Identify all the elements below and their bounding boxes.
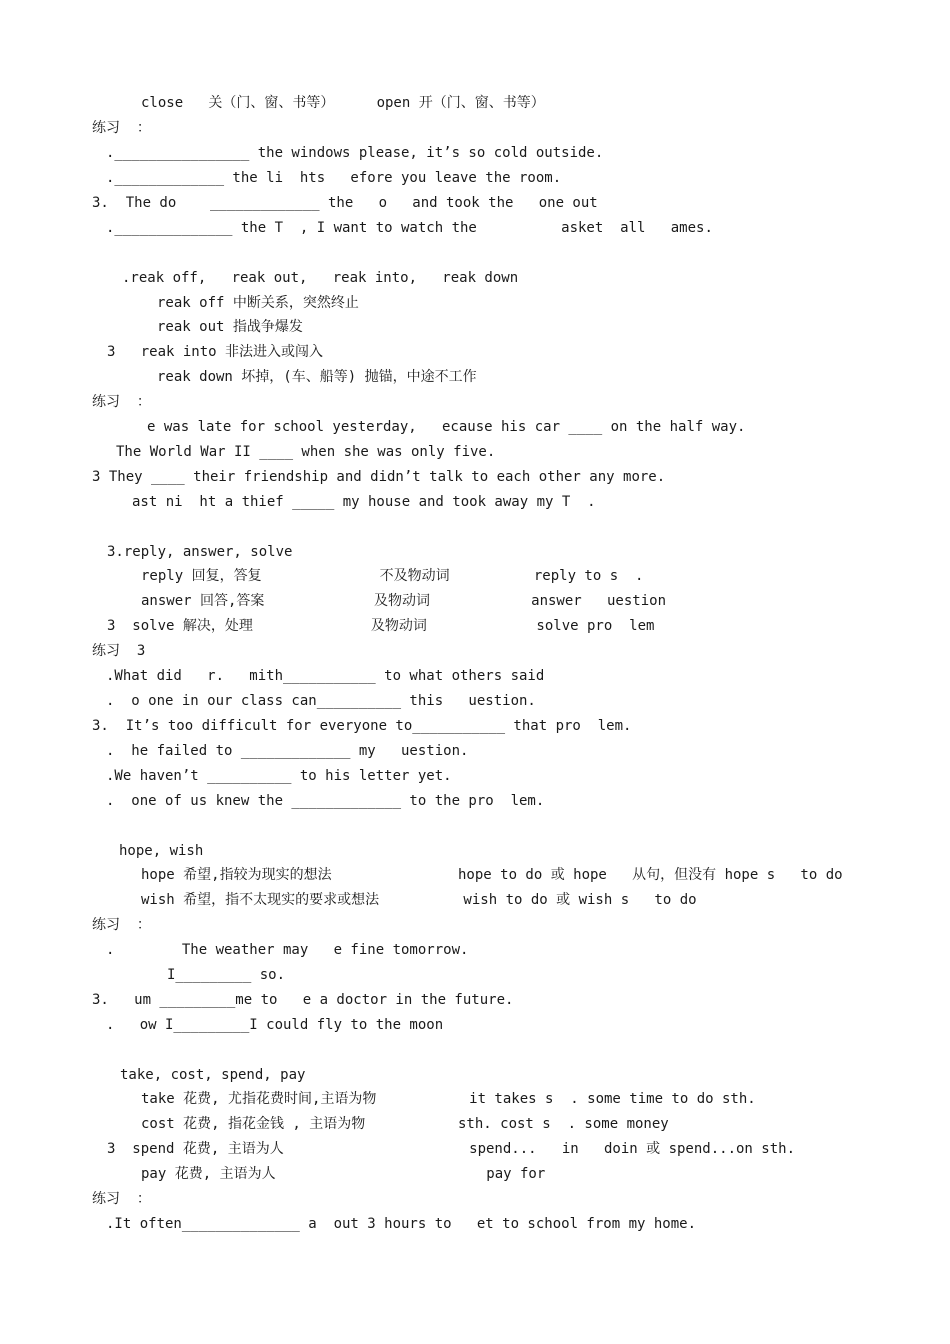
text-line: reply 回复，答复 不及物动词 reply to s . xyxy=(141,568,644,584)
text-line: .It often______________ a out 3 hours to et to school from my home. xyxy=(106,1216,697,1232)
text-line: .reak off, reak out, reak into, reak down xyxy=(122,270,519,286)
text-line: 练习 ： xyxy=(92,120,151,136)
text-line: hope 希望,指较为现实的想法 hope to do 或 hope 从句，但没有 hope s to do xyxy=(141,867,843,883)
text-line: take, cost, spend, pay xyxy=(120,1067,306,1083)
text-line: 3 solve 解决，处理 及物动词 solve pro lem xyxy=(107,618,655,634)
text-line: .We haven’t __________ to his letter yet. xyxy=(106,768,452,784)
text-line: 3 reak into 非法进入或闯入 xyxy=(107,344,324,360)
text-line: take 花费, 尤指花费时间,主语为物 it takes s . some time to do sth. xyxy=(141,1091,756,1107)
text-line: ast ni ht a thief _____ my house and took away my T . xyxy=(132,494,596,510)
text-line: . The weather may e fine tomorrow. xyxy=(106,942,469,958)
text-line: reak out 指战争爆发 xyxy=(157,319,303,335)
text-line: .What did r. mith___________ to what others said xyxy=(106,668,545,684)
text-line: I_________ so. xyxy=(167,967,286,983)
text-line: 练习 ： xyxy=(92,917,151,933)
text-line: 练习 ： xyxy=(92,394,151,410)
text-line: . o one in our class can__________ this uestion. xyxy=(106,693,536,709)
text-line: 练习 ： xyxy=(92,1191,151,1207)
text-line: close 关（门、窗、书等） open 开（门、窗、书等） xyxy=(141,95,545,111)
text-line: .______________ the T , I want to watch the asket all ames. xyxy=(106,220,713,236)
text-line: ._____________ the li hts efore you leave the room. xyxy=(106,170,562,186)
text-line: pay 花费, 主语为人 pay for xyxy=(141,1166,546,1182)
text-line: 3. The do _____________ the o and took the one out xyxy=(92,195,598,211)
text-line: 3.reply, answer, solve xyxy=(107,544,293,560)
text-line: hope, wish xyxy=(119,843,204,859)
text-line: The World War II ____ when she was only five. xyxy=(116,444,496,460)
text-line: cost 花费, 指花金钱 , 主语为物 sth. cost s . some money xyxy=(141,1116,669,1132)
text-line: 3 spend 花费, 主语为人 spend... in doin 或 spend...on sth. xyxy=(107,1141,796,1157)
text-line: 练习 3 xyxy=(92,643,146,659)
text-line: . he failed to _____________ my uestion. xyxy=(106,743,469,759)
text-line: reak off 中断关系，突然终止 xyxy=(157,295,359,311)
text-line: reak down 坏掉，(车、船等) 抛锚，中途不工作 xyxy=(157,369,477,385)
text-line: wish 希望，指不太现实的要求或想法 wish to do 或 wish s to do xyxy=(141,892,697,908)
text-line: e was late for school yesterday, ecause his car ____ on the half way. xyxy=(147,419,746,435)
text-line: . one of us knew the _____________ to the pro lem. xyxy=(106,793,545,809)
text-line: answer 回答,答案 及物动词 answer uestion xyxy=(141,593,667,609)
text-line: 3. It’s too difficult for everyone to___________ that pro lem. xyxy=(92,718,632,734)
text-line: 3. um _________me to e a doctor in the future. xyxy=(92,992,514,1008)
text-line: .________________ the windows please, it’s so cold outside. xyxy=(106,145,604,161)
text-line: . ow I_________I could fly to the moon xyxy=(106,1017,444,1033)
text-line: 3 They ____ their friendship and didn’t talk to each other any more. xyxy=(92,469,666,485)
